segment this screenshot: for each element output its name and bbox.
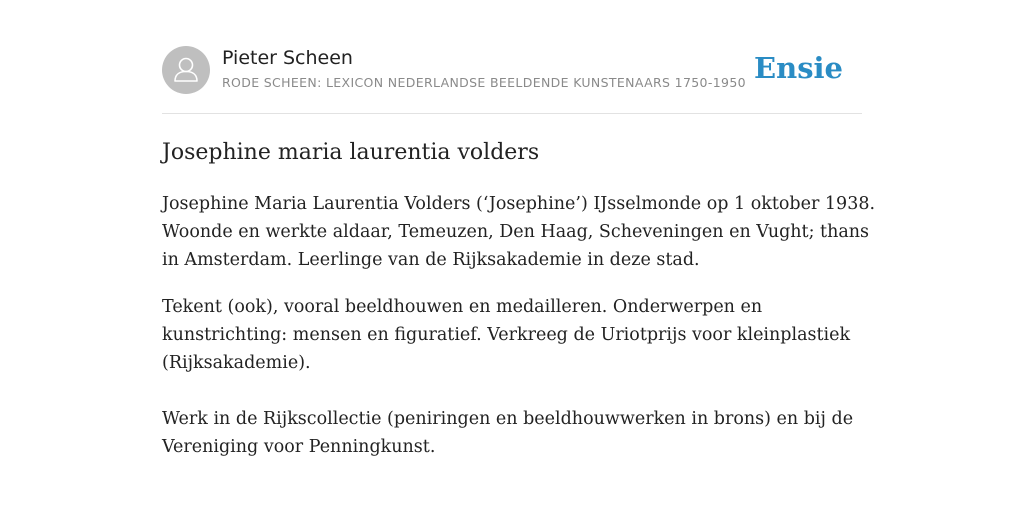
text-line: in Amsterdam. Leerlinge van de Rijksakademie in deze stad. <box>162 250 700 270</box>
author-name[interactable]: Pieter Scheen <box>222 47 353 69</box>
text-line: Woonde en werkte aldaar, Temeuzen, Den Haag, Scheveningen en Vught; thans <box>162 222 870 242</box>
article-header <box>162 46 862 96</box>
text-line: (Rijksakademie). <box>162 353 311 373</box>
text-line: Tekent (ook), vooral beeldhouwen en medailleren. Onderwerpen en <box>162 297 763 317</box>
brand-logo[interactable]: Ensie <box>754 51 843 85</box>
author-avatar[interactable] <box>162 46 210 94</box>
header-divider <box>162 113 862 114</box>
text-line: Vereniging voor Penningkunst. <box>162 437 436 457</box>
paragraph-work-style <box>162 293 850 377</box>
text-line: kunstrichting: mensen en figuratief. Verkreeg de Uriotprijs voor kleinplastiek <box>162 325 851 345</box>
paragraph-collections <box>162 405 853 461</box>
source-title[interactable]: RODE SCHEEN: LEXICON NEDERLANDSE BEELDENDE KUNSTENAARS 1750-1950 <box>222 75 746 90</box>
text-line: Josephine Maria Laurentia Volders (‘Josephine’) IJsselmonde op 1 oktober 1938. <box>162 194 876 214</box>
article-title: Josephine maria laurentia volders <box>162 140 540 165</box>
paragraph-birth-residence <box>162 190 875 274</box>
user-silhouette-icon <box>162 46 210 94</box>
text-line: Werk in de Rijkscollectie (peniringen en beeldhouwwerken in brons) en bij de <box>162 409 854 429</box>
